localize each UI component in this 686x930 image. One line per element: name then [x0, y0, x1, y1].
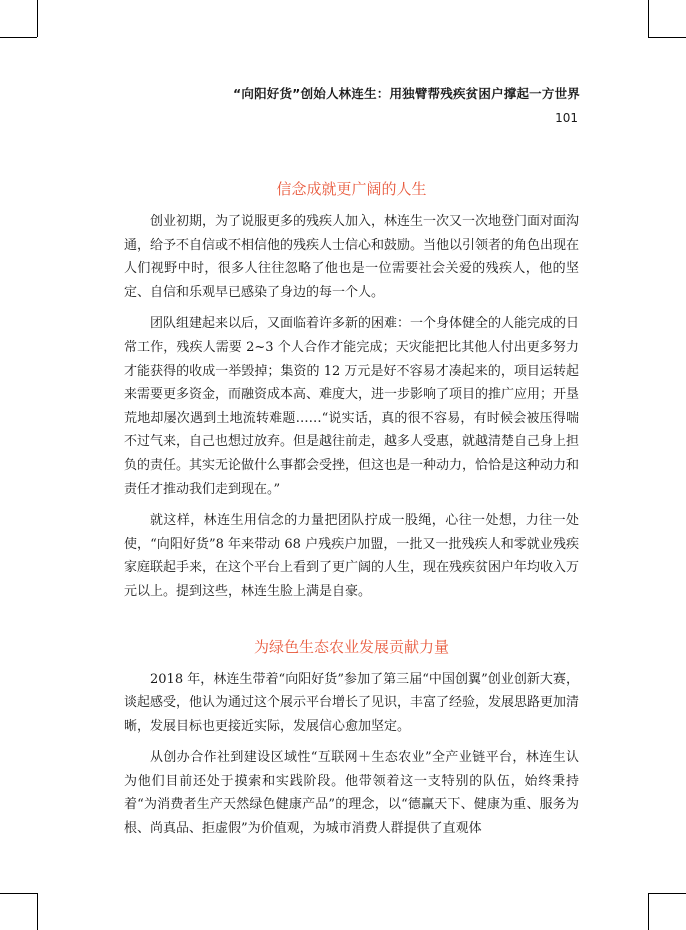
page-number: 101	[555, 111, 578, 125]
paragraph: 创业初期，为了说服更多的残疾人加入，林连生一次又一次地登门面对面沟通，给予不自信或不相信他的残疾人士信心和鼓励。当他以引领者的角色出现在人们视野中时，很多人往往忽略了他也是一位需要社会关爱的残疾人，他的坚定、自信和乐观早已感染了身边的每一个人。	[124, 214, 580, 300]
section-title-2: 为绿色生态农业发展贡献力量	[253, 637, 449, 656]
crop-mark-bottom-left	[37, 893, 38, 930]
crop-mark-top-left-h	[0, 37, 37, 38]
crop-mark-bottom-left-h	[0, 893, 37, 894]
crop-mark-top-right-h	[648, 37, 686, 38]
section-title-1: 信念成就更广阔的人生	[276, 180, 427, 198]
paragraph: 就这样，林连生用信念的力量把团队拧成一股绳，心往一处想，力往一处使，“向阳好货”8 年来带动 68 户残疾户加盟，一批又一批残疾人和零就业残疾家庭联起手来，在这个平台上看到了更广阔的人生，现在残疾贫困户年均收入万元以上。提到这些，林连生脸上满是自豪。	[124, 513, 580, 599]
crop-mark-bottom-right-h	[648, 893, 686, 894]
paragraph: 2018 年，林连生带着“向阳好货”参加了第三届“中国创翼”创业创新大赛，谈起感受，他认为通过这个展示平台增长了见识，丰富了经验，发展思路更加清晰，发展目标也更接近实际，发展信心愈加坚定。	[124, 671, 580, 734]
crop-mark-top-left	[37, 0, 38, 37]
running-header: “向阳好货”创始人林连生：用独臂帮残疾贫困户撑起一方世界	[232, 86, 580, 101]
crop-mark-top-right	[648, 0, 649, 37]
paragraph: 从创办合作社到建设区域性“互联网＋生态农业”全产业链平台，林连生认为他们目前还处于摸索和实践阶段。他带领着这一支特别的队伍，始终秉持着“为消费者生产天然绿色健康产品”的理念，以“德赢天下、健康为重、服务为根、尚真品、拒虚假”为价值观，为城市消费人群提供了直观体	[124, 750, 579, 837]
paragraph: 团队组建起来以后，又面临着许多新的困难：一个身体健全的人能完成的日常工作，残疾人需要 2~3 个人合作才能完成；天灾能把比其他人付出更多努力才能获得的收成一举毁掉；集资的 12 万元是好不容易才凑起来的，项目运转起来需要更多资金，而融资成本高、难度大，进一步影响了项目的推广应用；开垦荒地却屡次遇到土地流转难题……“说实话，真的很不容易，有时候会被压得喘不过气来，自己也想过放弃。但是越往前走，越多人受惠，就越清楚自己身上担负的责任。其实无论做什么事都会受挫，但这也是一种动力，恰恰是这种动力和责任才推动我们走到现在。”	[124, 316, 580, 497]
crop-mark-bottom-right	[648, 893, 649, 930]
page-body	[124, 178, 579, 849]
